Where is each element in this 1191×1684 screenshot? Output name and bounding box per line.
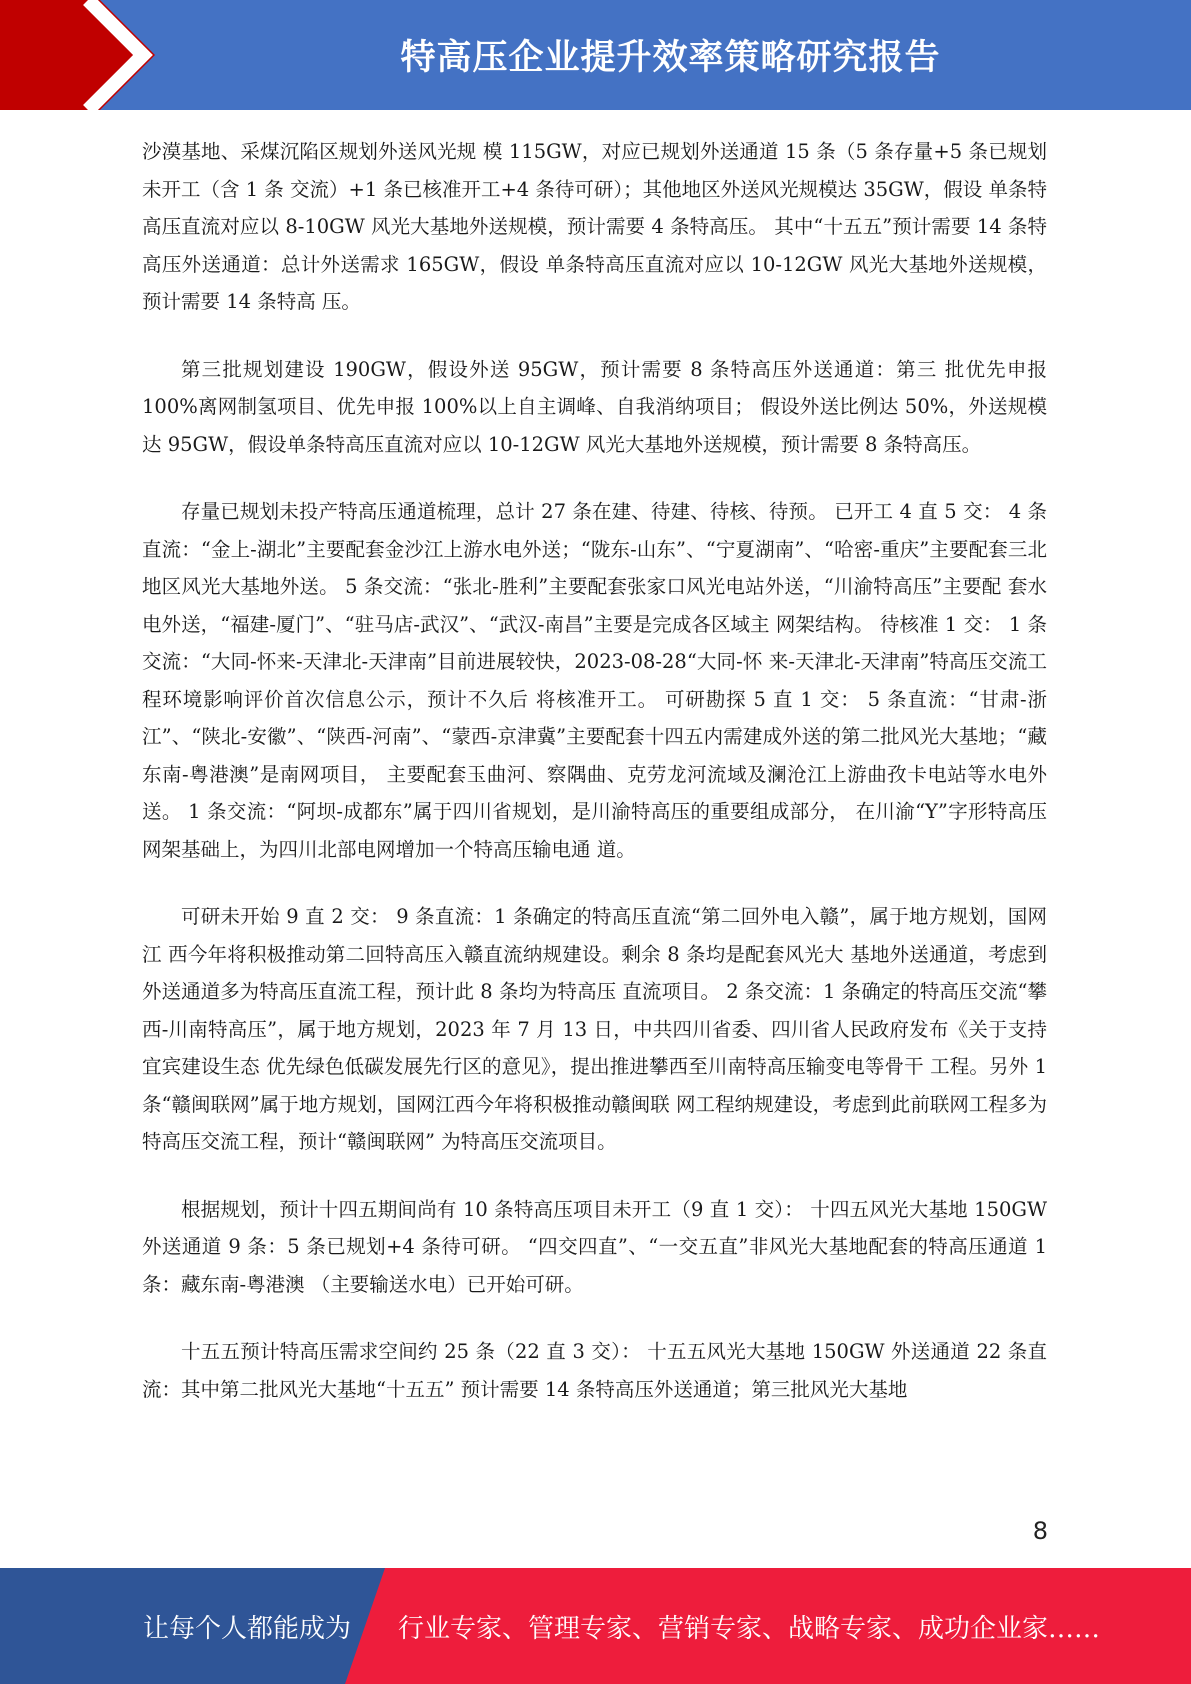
page-footer [0, 1568, 1191, 1684]
paragraph-4: 可研未开始 9 直 2 交： 9 条直流：1 条确定的特高压直流“第二回外电入赣”，属于地方规划，国网江 西今年将积极推动第二回特高压入赣直流纳规建设。剩余 8 条均是配套风光大 基地外送通道，考虑到外送通道多为特高压直流工程，预计此 8 条均为特高压 直流项目。 2 条交流：1 条确定的特高压交流“攀西-川南特高压”，属于地方规划，2023 年 7 月 13 日，中共四川省委、四川省人民政府发布《关于支持宜宾建设生态 优先绿色低碳发展先行区的意见》，提出推进攀西至川南特高压输变电等骨干 工程。另外 1 条“赣闽联网”属于地方规划，国网江西今年将积极推动赣闽联 网工程纳规建设，考虑到此前联网工程多为特高压交流工程，预计“赣闽联网” 为特高压交流项目。 [142, 905, 1047, 1153]
page-number: 8 [1032, 1517, 1048, 1545]
document-body [142, 133, 1047, 1438]
paragraph-3: 存量已规划未投产特高压通道梳理，总计 27 条在建、待建、待核、待预。 已开工 4 直 5 交： 4 条直流：“金上-湖北”主要配套金沙江上游水电外送；“陇东-山东”、“宁夏湖南”、“哈密-重庆”主要配套三北地区风光大基地外送。 5 条交流：“张北-胜利”主要配套张家口风光电站外送，“川渝特高压”主要配 套水电外送，“福建-厦门”、“驻马店-武汉”、“武汉-南昌”主要是完成各区域主 网架结构。 待核准 1 交： 1 条交流：“大同-怀来-天津北-天津南”目前进展较快，2023-08-28“大同-怀 来-天津北-天津南”特高压交流工程环境影响评价首次信息公示，预计不久后 将核准开工。 可研勘探 5 直 1 交： 5 条直流：“甘肃-浙江”、“陕北-安徽”、“陕西-河南”、“蒙西-京津冀”主要配套十四五内需建成外送的第二批风光大基地；“藏东南-粤港澳”是南网项目， 主要配套玉曲河、察隅曲、克劳龙河流域及澜沧江上游曲孜卡电站等水电外送。 1 条交流：“阿坝-成都东”属于四川省规划，是川渝特高压的重要组成部分， 在川渝“Y”字形特高压网架基础上，为四川北部电网增加一个特高压输电通 道。 [142, 500, 1047, 861]
page-header [0, 0, 1191, 110]
paragraph-5: 根据规划，预计十四五期间尚有 10 条特高压项目未开工（9 直 1 交）： 十四五风光大基地 150GW 外送通道 9 条：5 条已规划+4 条待可研。 “四交四直”、“一交五直”非风光大基地配套的特高压通道 1 条：藏东南-粤港澳 （主要输送水电）已开始可研。 [142, 1197, 1047, 1296]
report-title: 特高压企业提升效率策略研究报告 [400, 38, 941, 78]
paragraph-1: 沙漠基地、采煤沉陷区规划外送风光规 模 115GW，对应已规划外送通道 15 条（5 条存量+5 条已规划未开工（含 1 条 交流）+1 条已核准开工+4 条待可研）；其他地区外送风光规模达 35GW，假设 单条特高压直流对应以 8-10GW 风光大基地外送规模，预计需要 4 条特高压。 其中“十五五”预计需要 14 条特高压外送通道：总计外送需求 165GW，假设 单条特高压直流对应以 10-12GW 风光大基地外送规模，预计需要 14 条特高 压。 [142, 140, 1047, 313]
footer-slogan-right: 行业专家、管理专家、营销专家、战略专家、成功企业家…… [398, 1613, 1101, 1644]
paragraph-6: 十五五预计特高压需求空间约 25 条（22 直 3 交）： 十五五风光大基地 150GW 外送通道 22 条直流：其中第二批风光大基地“十五五” 预计需要 14 条特高压外送通道；第三批风光大基地 [142, 1340, 1047, 1401]
footer-slogan-left: 让每个人都能成为 [143, 1613, 352, 1644]
paragraph-2: 第三批规划建设 190GW，假设外送 95GW，预计需要 8 条特高压外送通道：第三 批优先申报 100%离网制氢项目、优先申报 100%以上自主调峰、自我消纳项目； 假设外送比例达 50%，外送规模达 95GW，假设单条特高压直流对应以 10-12GW 风光大基地外送规模，预计需要 8 条特高压。 [142, 357, 1047, 456]
